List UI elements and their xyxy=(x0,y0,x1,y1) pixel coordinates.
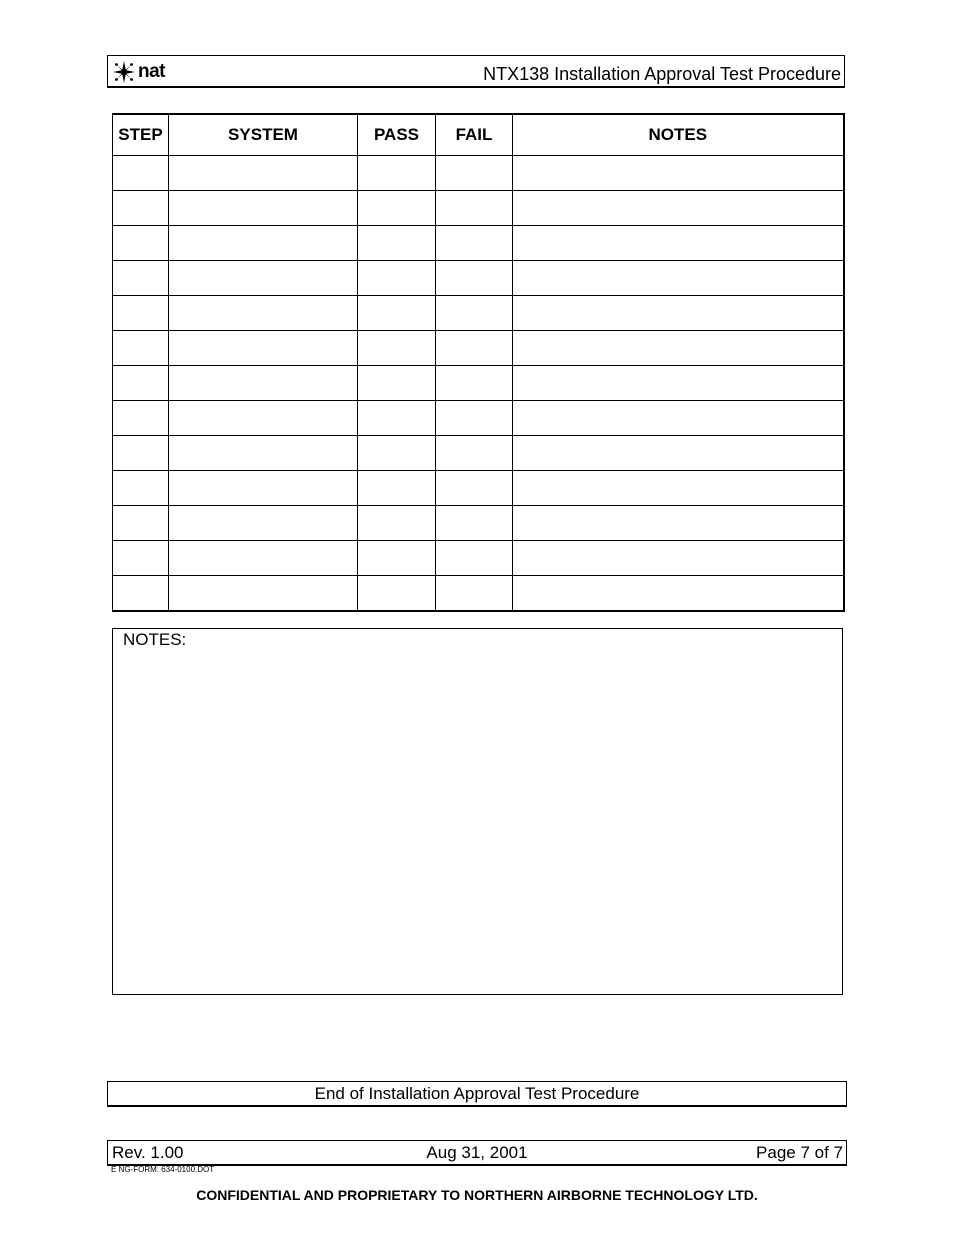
table-header-row xyxy=(113,114,844,156)
cell-fail[interactable] xyxy=(436,156,513,191)
cell-step[interactable] xyxy=(113,331,169,366)
table-row xyxy=(113,506,844,541)
test-steps-table xyxy=(112,113,845,612)
cell-system[interactable] xyxy=(169,436,358,471)
table-row xyxy=(113,401,844,436)
cell-pass[interactable] xyxy=(358,471,436,506)
cell-notes[interactable] xyxy=(513,331,844,366)
cell-system[interactable] xyxy=(169,191,358,226)
cell-notes[interactable] xyxy=(513,541,844,576)
cell-step[interactable] xyxy=(113,296,169,331)
form-code: E NG-FORM: 634-0100.DOT xyxy=(111,1165,215,1174)
cell-pass[interactable] xyxy=(358,331,436,366)
cell-fail[interactable] xyxy=(436,436,513,471)
cell-step[interactable] xyxy=(113,471,169,506)
column-header-fail: FAIL xyxy=(436,114,513,156)
cell-step[interactable] xyxy=(113,156,169,191)
cell-system[interactable] xyxy=(169,366,358,401)
cell-notes[interactable] xyxy=(513,191,844,226)
cell-pass[interactable] xyxy=(358,366,436,401)
cell-system[interactable] xyxy=(169,541,358,576)
cell-pass[interactable] xyxy=(358,541,436,576)
table-row xyxy=(113,366,844,401)
cell-fail[interactable] xyxy=(436,541,513,576)
table-row xyxy=(113,331,844,366)
logo-text: nat xyxy=(138,61,165,82)
cell-fail[interactable] xyxy=(436,366,513,401)
page-footer xyxy=(107,1140,847,1166)
company-logo xyxy=(112,58,165,86)
cell-pass[interactable] xyxy=(358,401,436,436)
table-row xyxy=(113,296,844,331)
table-row xyxy=(113,156,844,191)
table-row xyxy=(113,541,844,576)
page-header xyxy=(107,55,845,88)
cell-notes[interactable] xyxy=(513,401,844,436)
confidentiality-notice: CONFIDENTIAL AND PROPRIETARY TO NORTHERN AIRBORNE TECHNOLOGY LTD. xyxy=(196,1187,758,1203)
cell-fail[interactable] xyxy=(436,296,513,331)
table-row xyxy=(113,471,844,506)
cell-system[interactable] xyxy=(169,506,358,541)
cell-system[interactable] xyxy=(169,296,358,331)
cell-pass[interactable] xyxy=(358,191,436,226)
column-header-system: SYSTEM xyxy=(169,114,358,156)
notes-box[interactable] xyxy=(112,628,843,995)
table-row xyxy=(113,261,844,296)
table-row xyxy=(113,191,844,226)
cell-fail[interactable] xyxy=(436,261,513,296)
document-title: NTX138 Installation Approval Test Procedure xyxy=(483,64,841,84)
cell-fail[interactable] xyxy=(436,576,513,612)
cell-step[interactable] xyxy=(113,541,169,576)
cell-pass[interactable] xyxy=(358,261,436,296)
cell-step[interactable] xyxy=(113,401,169,436)
table-row xyxy=(113,436,844,471)
cell-system[interactable] xyxy=(169,261,358,296)
table-row xyxy=(113,576,844,612)
cell-step[interactable] xyxy=(113,506,169,541)
star-burst-icon xyxy=(112,60,136,84)
cell-fail[interactable] xyxy=(436,506,513,541)
cell-system[interactable] xyxy=(169,401,358,436)
page-number: Page 7 of 7 xyxy=(756,1143,843,1162)
cell-notes[interactable] xyxy=(513,261,844,296)
cell-step[interactable] xyxy=(113,366,169,401)
cell-fail[interactable] xyxy=(436,471,513,506)
cell-fail[interactable] xyxy=(436,331,513,366)
revision-label: Rev. 1.00 xyxy=(112,1143,184,1162)
table-row xyxy=(113,226,844,261)
cell-notes[interactable] xyxy=(513,366,844,401)
column-header-notes: NOTES xyxy=(513,114,844,156)
cell-step[interactable] xyxy=(113,191,169,226)
cell-fail[interactable] xyxy=(436,401,513,436)
cell-step[interactable] xyxy=(113,226,169,261)
cell-fail[interactable] xyxy=(436,226,513,261)
cell-pass[interactable] xyxy=(358,296,436,331)
cell-notes[interactable] xyxy=(513,471,844,506)
cell-notes[interactable] xyxy=(513,296,844,331)
cell-step[interactable] xyxy=(113,576,169,612)
cell-notes[interactable] xyxy=(513,506,844,541)
column-header-pass: PASS xyxy=(358,114,436,156)
cell-notes[interactable] xyxy=(513,436,844,471)
cell-step[interactable] xyxy=(113,261,169,296)
cell-system[interactable] xyxy=(169,226,358,261)
table-body xyxy=(113,156,844,612)
cell-system[interactable] xyxy=(169,576,358,612)
cell-pass[interactable] xyxy=(358,506,436,541)
notes-label: NOTES: xyxy=(123,630,187,649)
cell-system[interactable] xyxy=(169,331,358,366)
column-header-step: STEP xyxy=(113,114,169,156)
cell-notes[interactable] xyxy=(513,156,844,191)
cell-step[interactable] xyxy=(113,436,169,471)
revision-date: Aug 31, 2001 xyxy=(426,1143,528,1162)
cell-fail[interactable] xyxy=(436,191,513,226)
cell-pass[interactable] xyxy=(358,156,436,191)
cell-system[interactable] xyxy=(169,156,358,191)
end-of-procedure-banner: End of Installation Approval Test Procedure xyxy=(107,1081,847,1107)
cell-notes[interactable] xyxy=(513,226,844,261)
cell-notes[interactable] xyxy=(513,576,844,612)
cell-pass[interactable] xyxy=(358,576,436,612)
cell-pass[interactable] xyxy=(358,226,436,261)
cell-pass[interactable] xyxy=(358,436,436,471)
cell-system[interactable] xyxy=(169,471,358,506)
